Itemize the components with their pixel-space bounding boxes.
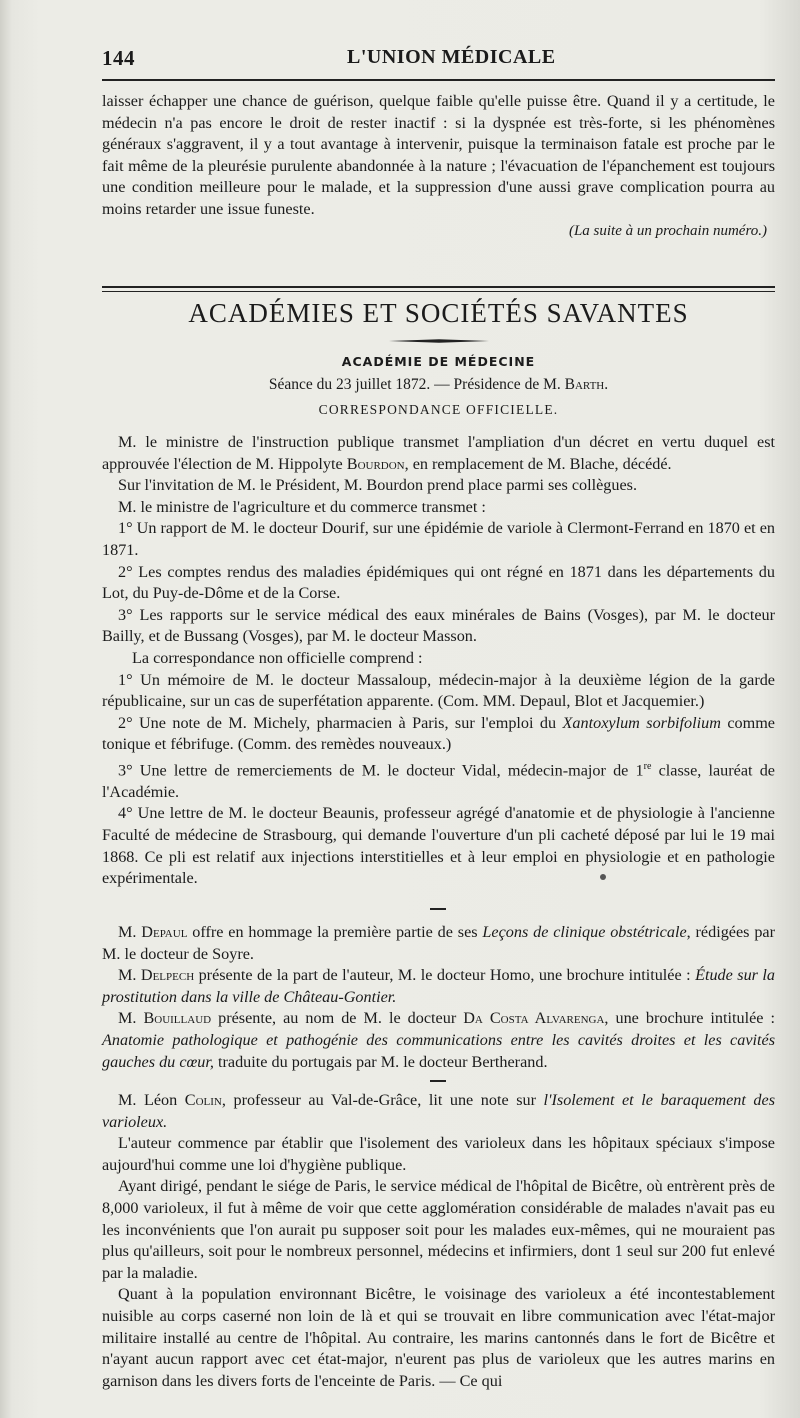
paragraph-3: M. le ministre de l'agriculture et du commerce transmet : bbox=[118, 497, 486, 516]
p12-text: offre en hommage la première partie de ses bbox=[187, 923, 483, 941]
paragraph-15 bbox=[102, 1090, 775, 1133]
paragraph-1 bbox=[102, 432, 775, 475]
separator-dash-1 bbox=[430, 908, 446, 910]
p14-text-end: traduite du portugais par M. le docteur Bertherand. bbox=[213, 1052, 548, 1071]
section-rule-bottom bbox=[102, 291, 775, 292]
p9-text-end: comme tonique et fébrifuge. (Comm. des remèdes nouveaux.) bbox=[102, 713, 775, 754]
seance-line bbox=[102, 376, 775, 394]
intro-block bbox=[102, 91, 775, 242]
p15-text-mid: , professeur au Val-de-Grâce, lit une note sur bbox=[221, 1091, 544, 1109]
title-ornament bbox=[389, 339, 489, 342]
paragraph-10 bbox=[102, 756, 775, 804]
paragraph-4: 1° Un rapport de M. le docteur Dourif, sur une épidémie de variole à Clermont-Ferrand en 1870 et en 1871. bbox=[102, 519, 775, 559]
seance-prefix: Séance du 23 juillet 1872. — Présidence de M. bbox=[268, 376, 565, 393]
section-rule-top bbox=[102, 286, 775, 288]
p14-name: M. Bouillaud bbox=[118, 1009, 212, 1028]
paragraph-2: Sur l'invitation de M. le Président, M. Bourdon prend place parmi ses collègues. bbox=[118, 476, 638, 495]
suite-note: (La suite à un prochain numéro.) bbox=[568, 222, 767, 239]
paragraph-6: 3° Les rapports sur le service médical des eaux minérales de Bains (Vosges), par M. le docteur Bailly, et de Bussang (Vosges), par M. le docteur Masson. bbox=[102, 605, 775, 646]
paragraph-16: L'auteur commence par établir que l'isolement des varioleux dans les hôpitaux spéciaux s'impose aujourd'hui comme une loi d'hygiène publique. bbox=[102, 1134, 775, 1174]
p15-italic: l'Isolement et le baraquement des varioleux. bbox=[102, 1091, 775, 1131]
paragraph-13 bbox=[102, 965, 775, 1008]
paragraph-12 bbox=[102, 922, 775, 965]
p13-text: présente de la part de l'auteur, M. le docteur Homo, une brochure intitulée : bbox=[194, 966, 696, 985]
paragraph-17: Ayant dirigé, pendant le siége de Paris, le service médical de l'hôpital de Bicêtre, où entrèrent près de 8,000 varioleux, il fut à même de voir que cette agglomération considérable de malades n'avait pas eu les inconvénients que l'on aurait pu supposer soit pour les malades eux-mêmes, qui ne mouraient pas plus qu'ailleurs, soit pour le nombreux personnel, médecins et infirmiers, dont 1 seul sur 200 fut enlevé par la maladie. bbox=[102, 1177, 775, 1282]
correspondence-block bbox=[102, 432, 775, 890]
seance-president: Barth bbox=[564, 376, 605, 393]
page-number: 144 bbox=[102, 46, 135, 70]
p10-sup: re bbox=[643, 760, 652, 772]
paragraph-8: 1° Un mémoire de M. le docteur Massaloup, médecin-major à la deuxième légion de la garde républicaine, sur un cas de superfétation apparente. (Com. MM. Depaul, Blot et Jacquemier.) bbox=[102, 670, 775, 711]
p14-italic: Anatomie pathologique et pathogénie des communications entre les cavités droites et les cavités gauches du cœur, bbox=[102, 1030, 775, 1071]
p14-text: présente, au nom de M. le docteur bbox=[211, 1009, 464, 1028]
paragraph-14 bbox=[102, 1008, 775, 1073]
p12-text-end: , rédigées par M. le docteur de Soyre. bbox=[102, 923, 775, 963]
paragraph-9 bbox=[102, 713, 775, 756]
p1-text-end: , en remplacement de M. Blache, décédé. bbox=[404, 454, 672, 473]
p13-italic: Étude sur la prostitution dans la ville de Château-Gontier. bbox=[102, 966, 775, 1006]
p15-text: M. Léon bbox=[118, 1091, 185, 1109]
paragraph-5: 2° Les comptes rendus des maladies épidémiques qui ont régné en 1871 dans les départements du Lot, du Puy-de-Dôme et de la Corse. bbox=[102, 562, 775, 603]
p9-italic: Xantoxylum sorbifolium bbox=[562, 713, 721, 732]
page-header bbox=[102, 44, 775, 74]
hommages-block bbox=[102, 922, 775, 1073]
intro-paragraph: laisser échapper une chance de guérison, quelque faible qu'elle puisse être. Quand il y a certitude, le médecin n'a pas encore le droit de rester inactif : si la dyspnée est très-forte, si les phénomènes généraux s'aggravent, il y a tout avantage à intervenir, puisque la terminaison fatale est proche par le fait même de la pleurésie purulente abandonnée à la nature ; l'évacuation de l'épanchement est toujours une condition meilleure pour le malade, et la suppression d'une aussi grave complication pourra au moins retarder une issue funeste. bbox=[102, 92, 775, 218]
paragraph-11: 4° Une lettre de M. le docteur Beaunis, professeur agrégé d'anatomie et de physiologie à l'ancienne Faculté de médecine de Strasbourg, qui demande l'ouverture d'un pli cacheté déposé par lui le 19 mai 1868. Ce pli est relatif aux injections interstitielles et à leur emploi en physiologie et en pathologie expérimentale. bbox=[102, 804, 775, 888]
running-head: L'UNION MÉDICALE bbox=[347, 46, 556, 68]
p1-name: Bourdon bbox=[346, 454, 405, 473]
p14-text-mid: , une brochure intitulée : bbox=[604, 1009, 775, 1028]
academy-heading: ACADÉMIE DE MÉDECINE bbox=[341, 354, 536, 369]
paragraph-18: Quant à la population environnant Bicêtre, le voisinage des varioleux a été incontestablement nuisible au corps caserné non loin de là et qui se trouvait en libre communication avec l'état-major militaire installé au centre de l'hôpital. Au contraire, les marins cantonnés dans le fort de Bicêtre et n'ayant aucun rapport avec cet état-major, n'eurent pas plus de varioleux que les autres marins en garnison dans les divers forts de l'enceinte de Paris. — Ce qui bbox=[102, 1285, 775, 1390]
p10-text-end: classe, lauréat de l'Académie. bbox=[102, 761, 775, 801]
p10-text: 3° Une lettre de remerciements de M. le docteur Vidal, médecin-major de 1 bbox=[118, 761, 644, 780]
seance-suffix: . bbox=[604, 376, 609, 393]
p13-name: M. Delpech bbox=[118, 966, 195, 985]
section-title: ACADÉMIES ET SOCIÉTÉS SAVANTES bbox=[188, 298, 689, 328]
p15-name: Colin bbox=[184, 1091, 222, 1109]
paragraph-7: La correspondance non officielle comprend : bbox=[132, 648, 423, 667]
p1-text: M. le ministre de l'instruction publique transmet l'ampliation d'un décret en vertu duquel est approuvée l'élection de M. Hippolyte bbox=[102, 433, 775, 473]
p12-name: M. Depaul bbox=[118, 923, 188, 941]
separator-dash-2 bbox=[430, 1080, 446, 1082]
colin-block bbox=[102, 1090, 775, 1392]
p9-text: 2° Une note de M. Michely, pharmacien à Paris, sur l'emploi du bbox=[118, 713, 563, 732]
header-rule bbox=[102, 79, 775, 81]
ink-speck bbox=[600, 874, 606, 880]
p12-italic: Leçons de clinique obstétricale bbox=[482, 923, 687, 941]
p14-name2: Da Costa Alvarenga bbox=[463, 1009, 605, 1028]
correspondance-heading: CORRESPONDANCE OFFICIELLE. bbox=[318, 402, 559, 417]
